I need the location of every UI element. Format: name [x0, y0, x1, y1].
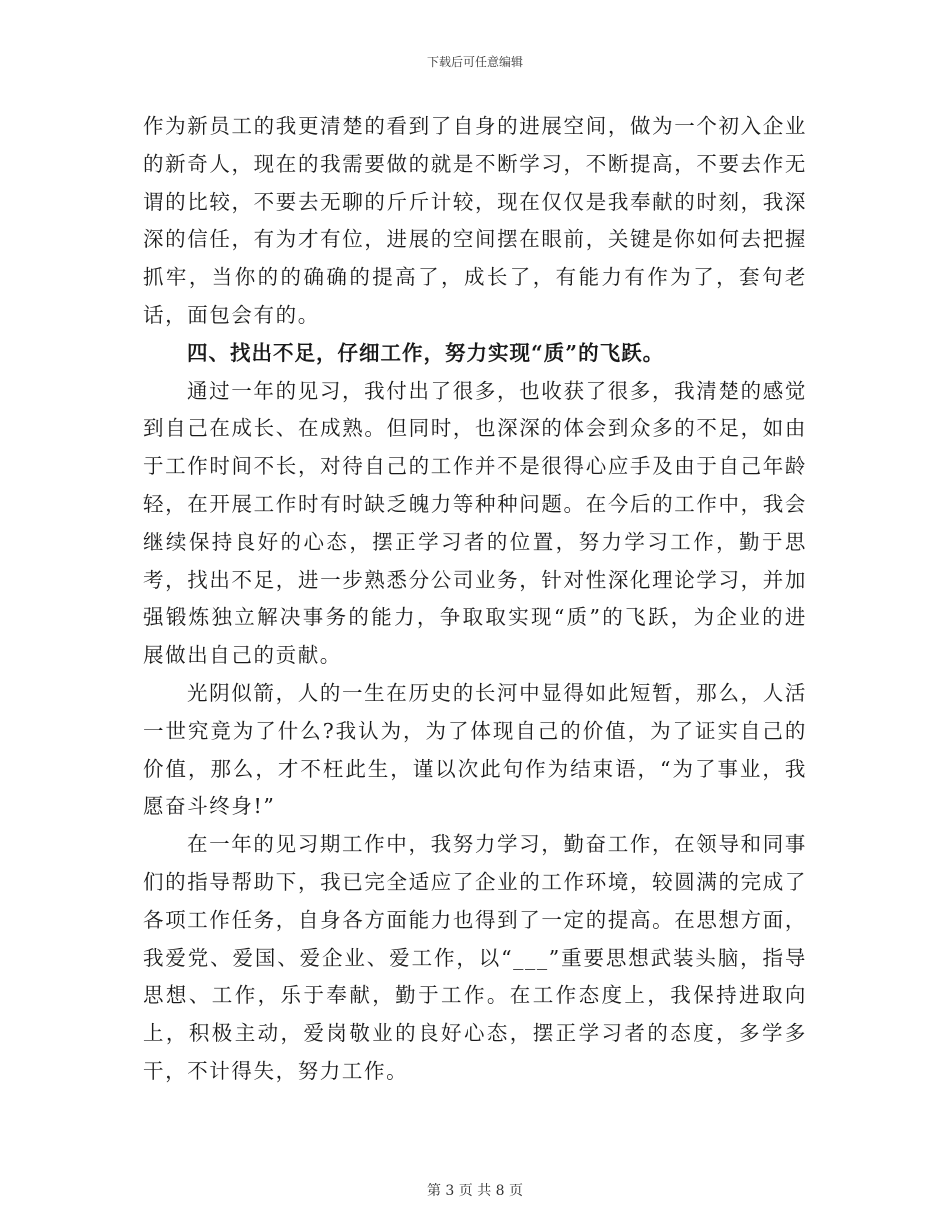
section-heading-4: 四、找出不足，仔细工作，努力实现“质”的飞跃。 — [187, 340, 665, 365]
paragraph-summary: 在一年的见习期工作中，我努力学习，勤奋工作，在领导和同事们的指导帮助下，我已完全适应了企业的工作环境，较圆满的完成了各项工作任务，自身各方面能力也得到了一定的提高。在思想方面，我爱党、爱国、爱企业、爱工作，以“___”重要思想武装头脑，指导思想、工作，乐于奉献，勤于工作。在工作态度上，我保持进取向上，积极主动，爱岗敬业的良好心态，摆正学习者的态度，多学多干，不计得失，努力工作。 — [143, 832, 807, 1083]
page-number: 第 3 页 共 8 页 — [426, 1183, 524, 1199]
document-body — [143, 108, 807, 1091]
paragraph-closing: 光阴似箭，人的一生在历史的长河中显得如此短暂，那么，人活一世究竟为了什么?我认为，为了体现自己的价值，为了证实自己的价值，那么，才不枉此生，谨以次此句作为结束语，“为了事业，我愿奋斗终身!” — [143, 680, 807, 819]
page-header: 下载后可任意编辑 — [426, 55, 523, 69]
paragraph-reflection: 通过一年的见习，我付出了很多，也收获了很多，我清楚的感觉到自己在成长、在成熟。但同时，也深深的体会到众多的不足，如由于工作时间不长，对待自己的工作并不是很得心应手及由于自己年龄轻，在开展工作时有时缺乏魄力等种种问题。在今后的工作中，我会继续保持良好的心态，摆正学习者的位置，努力学习工作，勤于思考，找出不足，进一步熟悉分公司业务，针对性深化理论学习，并加强锻炼独立解决事务的能力，争取取实现“质”的飞跃，为企业的进展做出自己的贡献。 — [143, 378, 807, 668]
paragraph-continued: 作为新员工的我更清楚的看到了自身的进展空间，做为一个初入企业的新奇人，现在的我需要做的就是不断学习，不断提高，不要去作无谓的比较，不要去无聊的斤斤计较，现在仅仅是我奉献的时刻，我深深的信任，有为才有位，进展的空间摆在眼前，关键是你如何去把握抓牢，当你的的确确的提高了，成长了，有能力有作为了，套句老话，面包会有的。 — [143, 114, 807, 327]
